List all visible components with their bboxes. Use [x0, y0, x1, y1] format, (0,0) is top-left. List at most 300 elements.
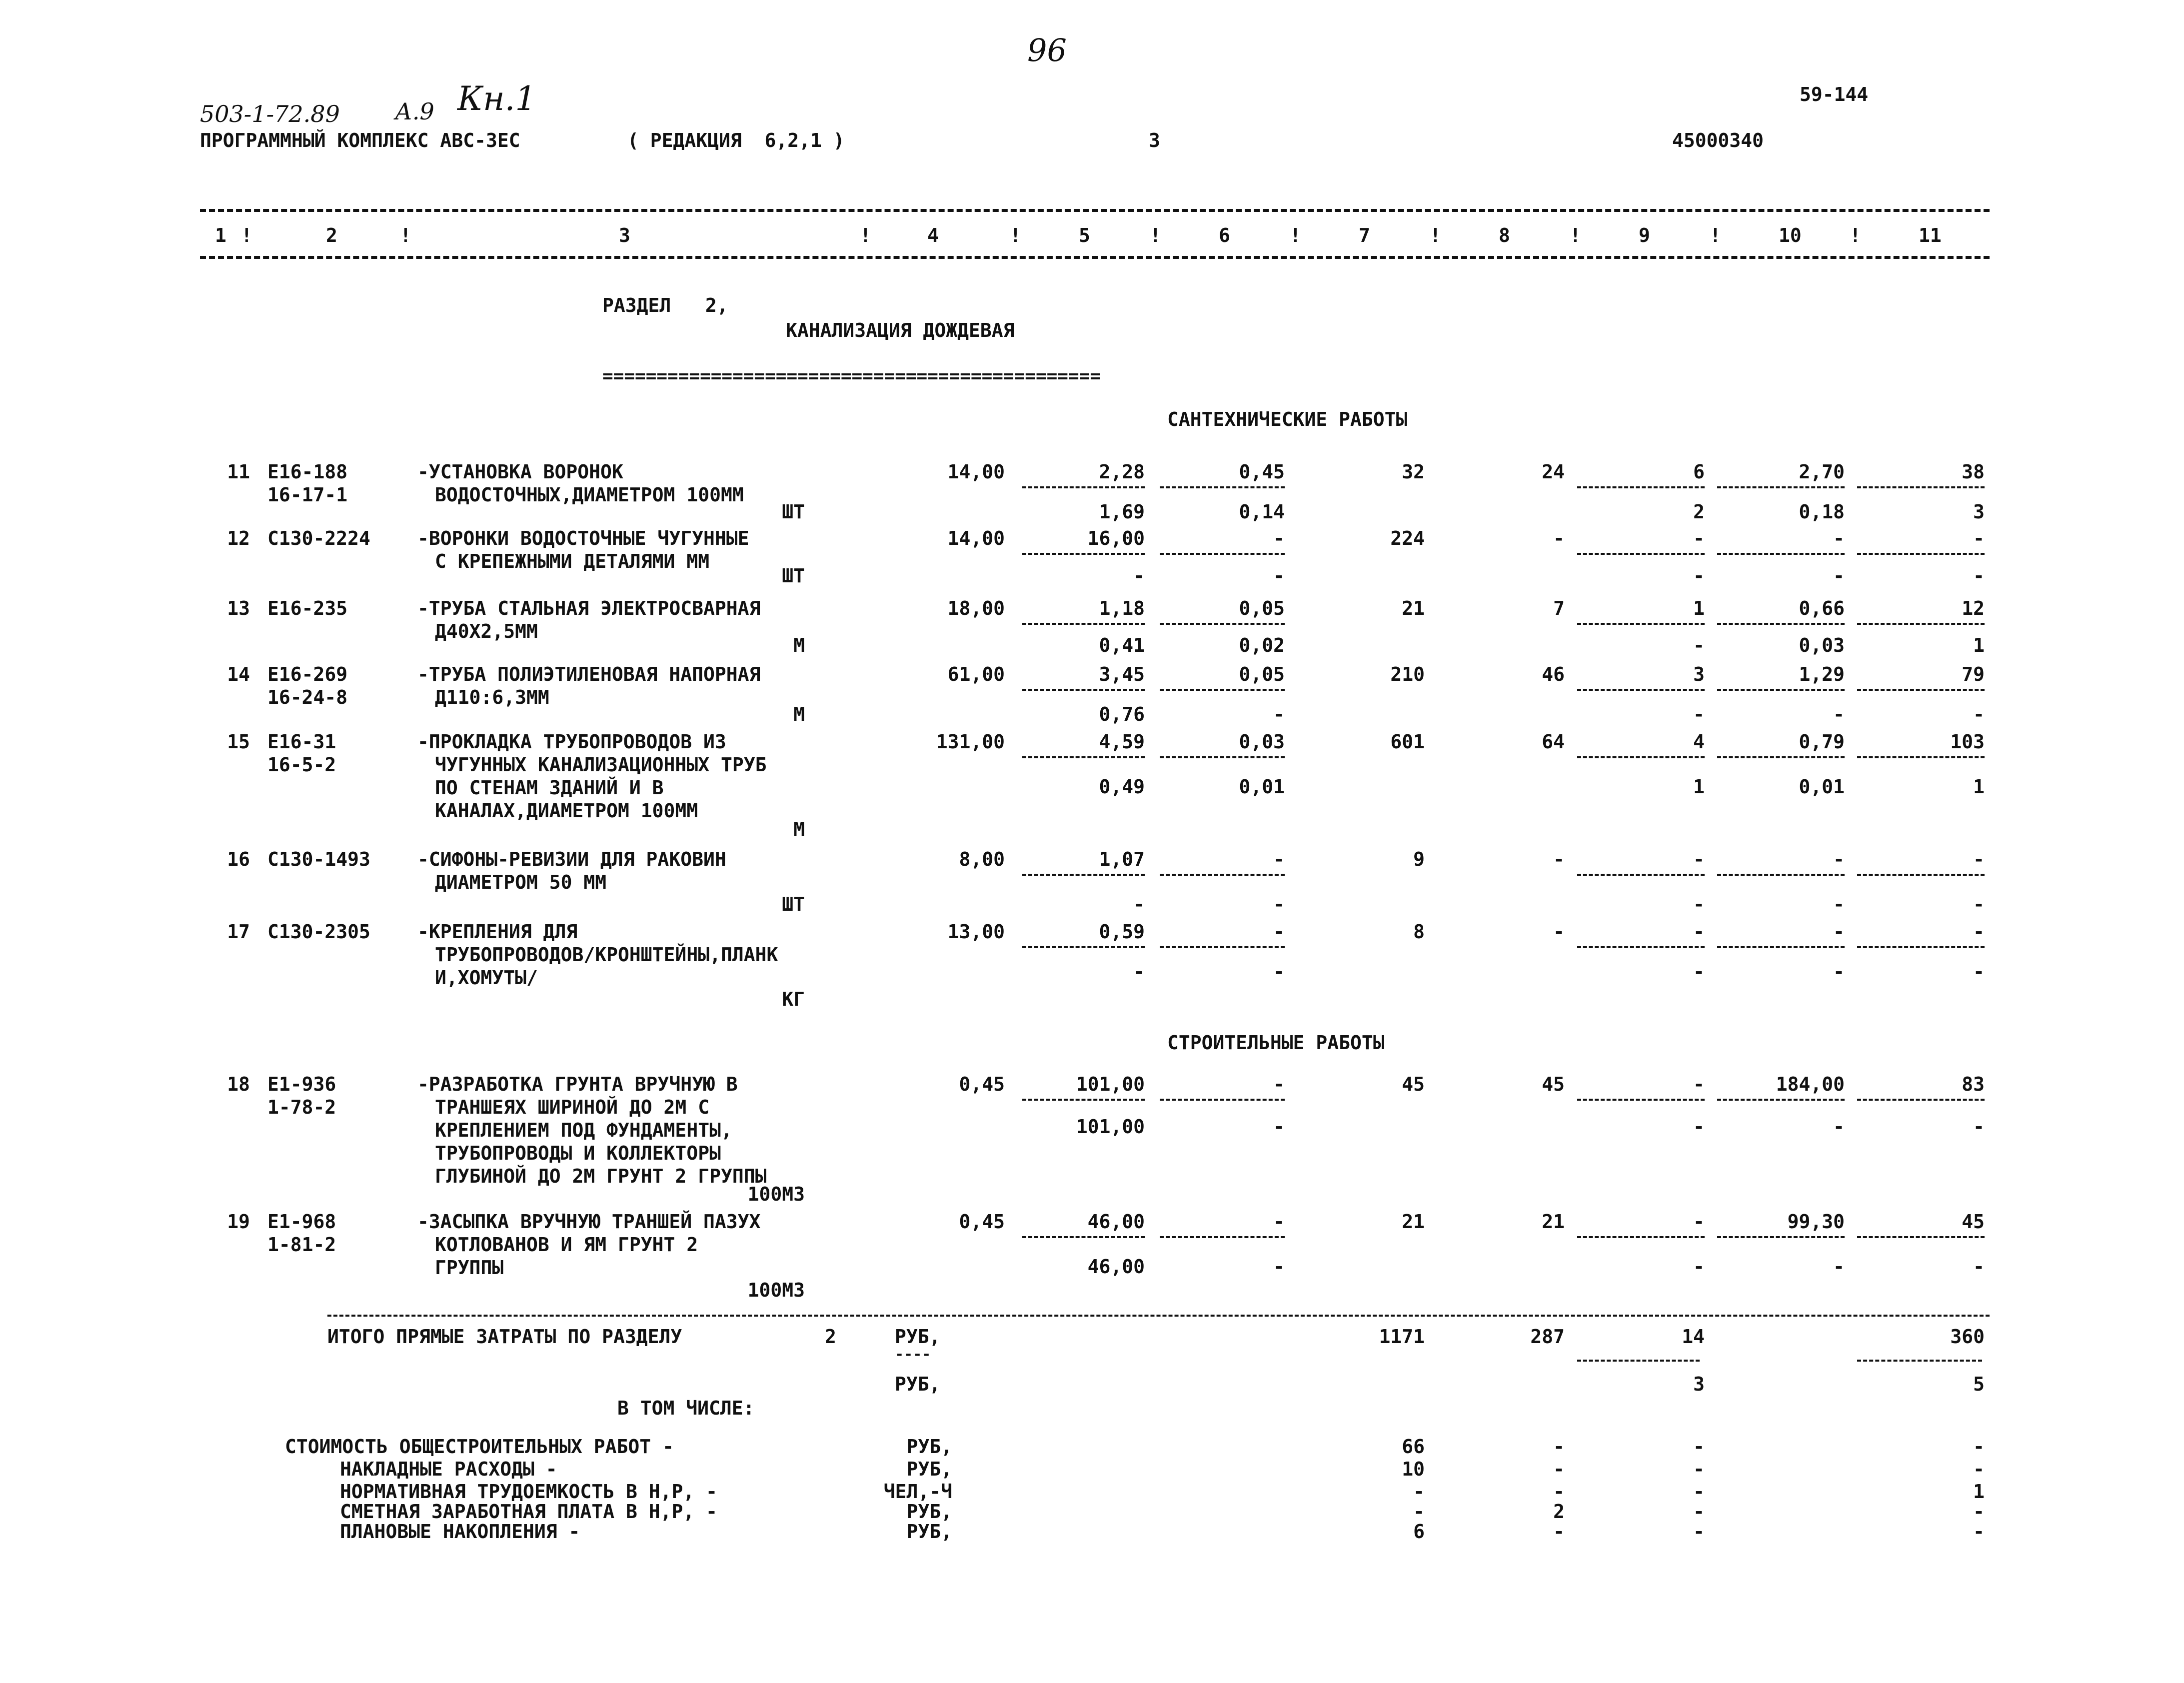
cell-divider-col9 [1577, 1236, 1705, 1238]
row-col10-second: - [1833, 1116, 1845, 1138]
column-divider: ! [1710, 224, 1721, 246]
row-col11-second: 3 [1973, 501, 1985, 523]
summary-col11: 1 [1973, 1481, 1985, 1503]
row-col6-second: 0,14 [1239, 501, 1285, 523]
program-edition: ( РЕДАКЦИЯ 6,2,1 ) [627, 129, 845, 151]
row-col6-second: - [1273, 1256, 1285, 1278]
row-col6-second: - [1273, 1116, 1285, 1138]
row-col10: 184,00 [1776, 1073, 1845, 1095]
row-col5: 101,00 [1076, 1073, 1145, 1095]
row-col6: - [1273, 527, 1285, 549]
row-col6: 0,05 [1239, 663, 1285, 685]
row-unit: 100М3 [747, 1279, 805, 1301]
cell-divider-col6 [1160, 756, 1285, 758]
summary-col7: - [1413, 1501, 1425, 1523]
row-unit: 100М3 [747, 1183, 805, 1205]
row-description-line: ТРУБОПРОВОДОВ/КРОНШТЕЙНЫ,ПЛАНК [435, 944, 778, 966]
totals-col11-rule [1857, 1360, 1982, 1362]
totals-col11: 360 [1950, 1326, 1985, 1348]
totals-section-number: 2 [825, 1326, 836, 1348]
row-col11: 12 [1962, 597, 1985, 619]
row-col8: 64 [1542, 731, 1565, 753]
cell-divider-col11 [1857, 1236, 1985, 1238]
row-col5: 46,00 [1087, 1211, 1145, 1233]
row-quantity: 14,00 [947, 527, 1005, 549]
doc-code-right: 59-144 [1800, 83, 1869, 105]
row-col5-second: 101,00 [1076, 1116, 1145, 1138]
row-col5: 0,59 [1099, 921, 1145, 943]
row-col9-second: - [1693, 565, 1705, 587]
row-description-line: И,ХОМУТЫ/ [435, 967, 538, 989]
column-divider: ! [241, 224, 252, 246]
summary-col7: - [1413, 1481, 1425, 1503]
row-col6-second: - [1273, 893, 1285, 915]
cell-divider-col10 [1717, 874, 1845, 876]
row-col9: - [1693, 527, 1705, 549]
summary-col11: - [1973, 1436, 1985, 1458]
cell-divider-col9 [1577, 946, 1705, 948]
row-col5-second: - [1133, 893, 1145, 915]
row-col11: 45 [1962, 1211, 1985, 1233]
row-description-line: ГРУППЫ [435, 1257, 504, 1279]
summary-col8: - [1553, 1458, 1565, 1480]
row-col5: 1,18 [1099, 597, 1145, 619]
row-col8: - [1553, 848, 1565, 870]
row-number: 12 [227, 527, 250, 549]
row-number: 15 [227, 731, 250, 753]
summary-col8: 2 [1553, 1501, 1565, 1523]
row-col11: 83 [1962, 1073, 1985, 1095]
cell-divider-col10 [1717, 946, 1845, 948]
summary-unit: РУБ, [906, 1501, 952, 1523]
cell-divider-col6 [1160, 1099, 1285, 1101]
header-rule-top [200, 209, 1990, 212]
row-col9-second: - [1693, 1256, 1705, 1278]
summary-col8: - [1553, 1481, 1565, 1503]
row-reference: 16-24-8 [267, 686, 348, 708]
row-col11-second: 1 [1973, 634, 1985, 656]
summary-col11: - [1973, 1501, 1985, 1523]
row-description-line: ВОДОСТОЧНЫХ,ДИАМЕТРОМ 100ММ [435, 484, 744, 506]
summary-unit: РУБ, [906, 1436, 952, 1458]
row-col6-second: 0,01 [1239, 776, 1285, 798]
row-col5: 2,28 [1099, 461, 1145, 483]
summary-col9: - [1693, 1458, 1705, 1480]
summary-col9: - [1693, 1481, 1705, 1503]
row-col11-second: 1 [1973, 776, 1985, 798]
cell-divider-col9 [1577, 553, 1705, 555]
cell-divider-col10 [1717, 1236, 1845, 1238]
header-rule-bottom [200, 256, 1990, 259]
row-col7: 32 [1402, 461, 1425, 483]
cell-divider-col9 [1577, 486, 1705, 488]
row-code: С130-2224 [267, 527, 370, 549]
row-code: Е16-31 [267, 731, 336, 753]
cell-divider-col5 [1022, 689, 1145, 691]
row-description-line: ДИАМЕТРОМ 50 ММ [435, 871, 607, 893]
row-col7: 45 [1402, 1073, 1425, 1095]
row-col8: 24 [1542, 461, 1565, 483]
group-title: САНТЕХНИЧЕСКИЕ РАБОТЫ [1167, 408, 1408, 430]
row-col7: 9 [1413, 848, 1425, 870]
row-description-line: ТРУБОПРОВОДЫ И КОЛЛЕКТОРЫ [435, 1142, 721, 1164]
row-col7: 8 [1413, 921, 1425, 943]
row-description-line: -УСТАНОВКА ВОРОНОК [417, 461, 623, 483]
row-col8: 45 [1542, 1073, 1565, 1095]
cell-divider-col6 [1160, 946, 1285, 948]
row-col7: 21 [1402, 597, 1425, 619]
row-col11-second: - [1973, 1256, 1985, 1278]
row-code: Е16-269 [267, 663, 348, 685]
summary-label: НАКЛАДНЫЕ РАСХОДЫ - [340, 1458, 557, 1480]
row-number: 13 [227, 597, 250, 619]
row-col6: 0,05 [1239, 597, 1285, 619]
row-quantity: 14,00 [947, 461, 1005, 483]
cell-divider-col10 [1717, 553, 1845, 555]
row-number: 19 [227, 1211, 250, 1233]
summary-col9: - [1693, 1521, 1705, 1543]
summary-col8: - [1553, 1436, 1565, 1458]
cell-divider-col11 [1857, 623, 1985, 625]
cell-divider-col9 [1577, 756, 1705, 758]
row-quantity: 18,00 [947, 597, 1005, 619]
summary-label: СМЕТНАЯ ЗАРАБОТНАЯ ПЛАТА В Н,Р, - [340, 1501, 717, 1523]
row-reference: 1-78-2 [267, 1096, 336, 1118]
cell-divider-col9 [1577, 689, 1705, 691]
row-col11: - [1973, 527, 1985, 549]
column-header: 3 [619, 224, 630, 246]
album-code: А.9 [395, 98, 434, 125]
section-title: КАНАЛИЗАЦИЯ ДОЖДЕВАЯ [786, 319, 1015, 341]
row-col5: 16,00 [1087, 527, 1145, 549]
row-col8: - [1553, 921, 1565, 943]
cell-divider-col5 [1022, 946, 1145, 948]
cell-divider-col6 [1160, 1236, 1285, 1238]
summary-unit: РУБ, [906, 1458, 952, 1480]
row-description-line: С КРЕПЕЖНЫМИ ДЕТАЛЯМИ ММ [435, 550, 710, 572]
row-col7: 21 [1402, 1211, 1425, 1233]
row-col10-second: - [1833, 703, 1845, 725]
row-col5-second: 46,00 [1087, 1256, 1145, 1278]
row-col10-second: - [1833, 893, 1845, 915]
cell-divider-col5 [1022, 486, 1145, 488]
row-col11-second: - [1973, 893, 1985, 915]
row-col9-second: - [1693, 893, 1705, 915]
summary-col9: - [1693, 1501, 1705, 1523]
doc-code: 503-1-72.89 [200, 100, 340, 127]
summary-col7: 10 [1402, 1458, 1425, 1480]
row-number: 11 [227, 461, 250, 483]
row-description-line: -ПРОКЛАДКА ТРУБОПРОВОДОВ ИЗ [417, 731, 726, 753]
row-col11: - [1973, 848, 1985, 870]
column-header: 6 [1219, 224, 1230, 246]
row-col11: 103 [1950, 731, 1985, 753]
row-col6: - [1273, 921, 1285, 943]
cell-divider-col10 [1717, 1099, 1845, 1101]
row-description-line: КАНАЛАХ,ДИАМЕТРОМ 100ММ [435, 800, 698, 822]
cell-divider-col11 [1857, 553, 1985, 555]
totals-col9-rule [1577, 1360, 1700, 1362]
row-quantity: 13,00 [947, 921, 1005, 943]
program-name: ПРОГРАММНЫЙ КОМПЛЕКС АВС-3ЕС [200, 129, 520, 151]
column-divider: ! [1290, 224, 1301, 246]
row-col5-second: - [1133, 961, 1145, 983]
row-col5: 1,07 [1099, 848, 1145, 870]
row-reference: 16-17-1 [267, 484, 348, 506]
row-col8: 46 [1542, 663, 1565, 685]
cell-divider-col5 [1022, 553, 1145, 555]
totals-rule [327, 1315, 1990, 1317]
column-header: 10 [1779, 224, 1802, 246]
row-description-line: ПО СТЕНАМ ЗДАНИЙ И В [435, 777, 664, 799]
section-label: РАЗДЕЛ 2, [602, 294, 728, 316]
summary-col11: - [1973, 1521, 1985, 1543]
cell-divider-col5 [1022, 1236, 1145, 1238]
row-col7: 224 [1390, 527, 1425, 549]
row-col10-second: - [1833, 565, 1845, 587]
row-col9: 1 [1693, 597, 1705, 619]
row-col9: - [1693, 1211, 1705, 1233]
cell-divider-col6 [1160, 689, 1285, 691]
section-separator: ============================================== [602, 366, 1101, 386]
row-col9-second: 2 [1693, 501, 1705, 523]
row-col9: 6 [1693, 461, 1705, 483]
row-number: 17 [227, 921, 250, 943]
row-col5-second: 1,69 [1099, 501, 1145, 523]
row-unit: ШТ [782, 501, 805, 523]
row-col9: - [1693, 921, 1705, 943]
summary-col11: - [1973, 1458, 1985, 1480]
row-code: Е1-968 [267, 1211, 336, 1233]
cell-divider-col10 [1717, 486, 1845, 488]
row-col10: 0,66 [1799, 597, 1845, 619]
column-header: 4 [927, 224, 939, 246]
cell-divider-col6 [1160, 553, 1285, 555]
row-col7: 601 [1390, 731, 1425, 753]
row-col11-second: - [1973, 565, 1985, 587]
summary-label: НОРМАТИВНАЯ ТРУДОЕМКОСТЬ В Н,Р, - [340, 1481, 717, 1503]
row-code: Е16-235 [267, 597, 348, 619]
row-col6: 0,03 [1239, 731, 1285, 753]
summary-col7: 66 [1402, 1436, 1425, 1458]
column-header: 1 [215, 224, 226, 246]
page-in-doc: 3 [1149, 129, 1160, 151]
row-col6-second: - [1273, 565, 1285, 587]
row-unit: ШТ [782, 893, 805, 915]
row-col11: - [1973, 921, 1985, 943]
row-code: С130-2305 [267, 921, 370, 943]
row-col8: - [1553, 527, 1565, 549]
row-code: Е1-936 [267, 1073, 336, 1095]
summary-col8: - [1553, 1521, 1565, 1543]
cell-divider-col6 [1160, 486, 1285, 488]
row-description-line: Д110:6,3ММ [435, 686, 549, 708]
summary-col9: - [1693, 1436, 1705, 1458]
row-col9: - [1693, 848, 1705, 870]
row-col11-second: - [1973, 703, 1985, 725]
row-description-line: КОТЛОВАНОВ И ЯМ ГРУНТ 2 [435, 1234, 698, 1256]
cell-divider-col5 [1022, 623, 1145, 625]
row-col8: 21 [1542, 1211, 1565, 1233]
row-col10-second: - [1833, 1256, 1845, 1278]
totals-col9: 14 [1682, 1326, 1705, 1348]
cell-divider-col11 [1857, 946, 1985, 948]
row-unit: КГ [782, 988, 805, 1010]
summary-label: СТОИМОСТЬ ОБЩЕСТРОИТЕЛЬНЫХ РАБОТ - [285, 1436, 674, 1458]
row-code: Е16-188 [267, 461, 348, 483]
row-col6-second: - [1273, 961, 1285, 983]
summary-label: ПЛАНОВЫЕ НАКОПЛЕНИЯ - [340, 1521, 580, 1543]
doc-id: 45000340 [1672, 129, 1764, 151]
totals-col11-second: 5 [1973, 1373, 1985, 1395]
summary-unit: РУБ, [906, 1521, 952, 1543]
summary-col7: 6 [1413, 1521, 1425, 1543]
row-col9: 4 [1693, 731, 1705, 753]
column-divider: ! [400, 224, 411, 246]
page-number: 96 [1027, 32, 1067, 68]
row-col9: 3 [1693, 663, 1705, 685]
row-col11: 79 [1962, 663, 1985, 685]
row-col10-second: 0,18 [1799, 501, 1845, 523]
totals-col7: 1171 [1379, 1326, 1425, 1348]
book-number: Кн.1 [457, 79, 536, 118]
row-col9-second: - [1693, 634, 1705, 656]
row-col5: 3,45 [1099, 663, 1145, 685]
column-header: 9 [1639, 224, 1650, 246]
row-quantity: 0,45 [959, 1073, 1005, 1095]
row-col10: - [1833, 848, 1845, 870]
row-col6-second: 0,02 [1239, 634, 1285, 656]
row-col10: - [1833, 921, 1845, 943]
cell-divider-col6 [1160, 623, 1285, 625]
row-description-line: Д40Х2,5ММ [435, 620, 538, 642]
row-col10-second: 0,03 [1799, 634, 1845, 656]
column-divider: ! [860, 224, 871, 246]
cell-divider-col9 [1577, 1099, 1705, 1101]
row-quantity: 131,00 [936, 731, 1005, 753]
cell-divider-col5 [1022, 1099, 1145, 1101]
row-col9-second: - [1693, 703, 1705, 725]
row-col11-second: - [1973, 1116, 1985, 1138]
column-divider: ! [1570, 224, 1581, 246]
row-description-line: -РАЗРАБОТКА ГРУНТА ВРУЧНУЮ В [417, 1073, 738, 1095]
column-header: 5 [1079, 224, 1090, 246]
row-description-line: -ТРУБА СТАЛЬНАЯ ЭЛЕКТРОСВАРНАЯ [417, 597, 761, 619]
row-col11: 38 [1962, 461, 1985, 483]
cell-divider-col5 [1022, 874, 1145, 876]
column-divider: ! [1430, 224, 1441, 246]
totals-unit-separator: ---- [895, 1346, 931, 1363]
row-col5-second: 0,76 [1099, 703, 1145, 725]
row-description-line: ГЛУБИНОЙ ДО 2М ГРУНТ 2 ГРУППЫ [435, 1165, 767, 1187]
row-unit: М [793, 818, 805, 840]
group-title: СТРОИТЕЛЬНЫЕ РАБОТЫ [1167, 1032, 1385, 1054]
row-col10-second: - [1833, 961, 1845, 983]
row-col11-second: - [1973, 961, 1985, 983]
row-reference: 1-81-2 [267, 1234, 336, 1256]
row-col5-second: - [1133, 565, 1145, 587]
row-description-line: -ТРУБА ПОЛИЭТИЛЕНОВАЯ НАПОРНАЯ [417, 663, 761, 685]
column-divider: ! [1010, 224, 1021, 246]
totals-label: ИТОГО ПРЯМЫЕ ЗАТРАТЫ ПО РАЗДЕЛУ [327, 1326, 682, 1348]
row-col10: 2,70 [1799, 461, 1845, 483]
row-col6: - [1273, 1211, 1285, 1233]
row-description-line: -ВОРОНКИ ВОДОСТОЧНЫЕ ЧУГУННЫЕ [417, 527, 749, 549]
row-description-line: КРЕПЛЕНИЕМ ПОД ФУНДАМЕНТЫ, [435, 1119, 732, 1141]
row-reference: 16-5-2 [267, 754, 336, 776]
row-number: 18 [227, 1073, 250, 1095]
cell-divider-col10 [1717, 689, 1845, 691]
column-divider: ! [1850, 224, 1861, 246]
cell-divider-col6 [1160, 874, 1285, 876]
row-col10: 99,30 [1787, 1211, 1845, 1233]
cell-divider-col11 [1857, 874, 1985, 876]
cell-divider-col9 [1577, 874, 1705, 876]
row-unit: М [793, 703, 805, 725]
row-description-line: ЧУГУННЫХ КАНАЛИЗАЦИОННЫХ ТРУБ [435, 754, 767, 776]
totals-unit-second: РУБ, [895, 1373, 941, 1395]
row-number: 14 [227, 663, 250, 685]
column-header: 11 [1919, 224, 1942, 246]
row-col10: - [1833, 527, 1845, 549]
cell-divider-col11 [1857, 486, 1985, 488]
column-header: 8 [1499, 224, 1510, 246]
row-col10-second: 0,01 [1799, 776, 1845, 798]
column-header: 7 [1359, 224, 1370, 246]
row-description-line: -СИФОНЫ-РЕВИЗИИ ДЛЯ РАКОВИН [417, 848, 726, 870]
row-unit: М [793, 634, 805, 656]
row-description-line: ТРАНШЕЯХ ШИРИНОЙ ДО 2М С [435, 1096, 710, 1118]
row-col6-second: - [1273, 703, 1285, 725]
cell-divider-col11 [1857, 689, 1985, 691]
row-quantity: 0,45 [959, 1211, 1005, 1233]
cell-divider-col10 [1717, 756, 1845, 758]
row-col8: 7 [1553, 597, 1565, 619]
row-col10: 1,29 [1799, 663, 1845, 685]
row-code: С130-1493 [267, 848, 370, 870]
including-label: В ТОМ ЧИСЛЕ: [617, 1397, 755, 1419]
cell-divider-col9 [1577, 623, 1705, 625]
cell-divider-col11 [1857, 1099, 1985, 1101]
cell-divider-col5 [1022, 756, 1145, 758]
row-col9-second: - [1693, 1116, 1705, 1138]
row-col10: 0,79 [1799, 731, 1845, 753]
cell-divider-col11 [1857, 756, 1985, 758]
summary-unit: ЧЕЛ,-Ч [883, 1481, 952, 1503]
row-description-line: -КРЕПЛЕНИЯ ДЛЯ [417, 921, 578, 943]
row-quantity: 8,00 [959, 848, 1005, 870]
row-col6: - [1273, 1073, 1285, 1095]
totals-col8: 287 [1530, 1326, 1565, 1348]
row-col5-second: 0,41 [1099, 634, 1145, 656]
row-col9-second: - [1693, 961, 1705, 983]
row-col5-second: 0,49 [1099, 776, 1145, 798]
row-description-line: -ЗАСЫПКА ВРУЧНУЮ ТРАНШЕЙ ПАЗУХ [417, 1211, 761, 1233]
row-col6: 0,45 [1239, 461, 1285, 483]
column-divider: ! [1150, 224, 1161, 246]
row-col6: - [1273, 848, 1285, 870]
totals-unit: РУБ, [895, 1326, 941, 1348]
row-unit: ШТ [782, 565, 805, 587]
row-col7: 210 [1390, 663, 1425, 685]
column-header: 2 [326, 224, 337, 246]
row-col5: 4,59 [1099, 731, 1145, 753]
row-quantity: 61,00 [947, 663, 1005, 685]
row-number: 16 [227, 848, 250, 870]
cell-divider-col10 [1717, 623, 1845, 625]
totals-col9-second: 3 [1693, 1373, 1705, 1395]
row-col9-second: 1 [1693, 776, 1705, 798]
